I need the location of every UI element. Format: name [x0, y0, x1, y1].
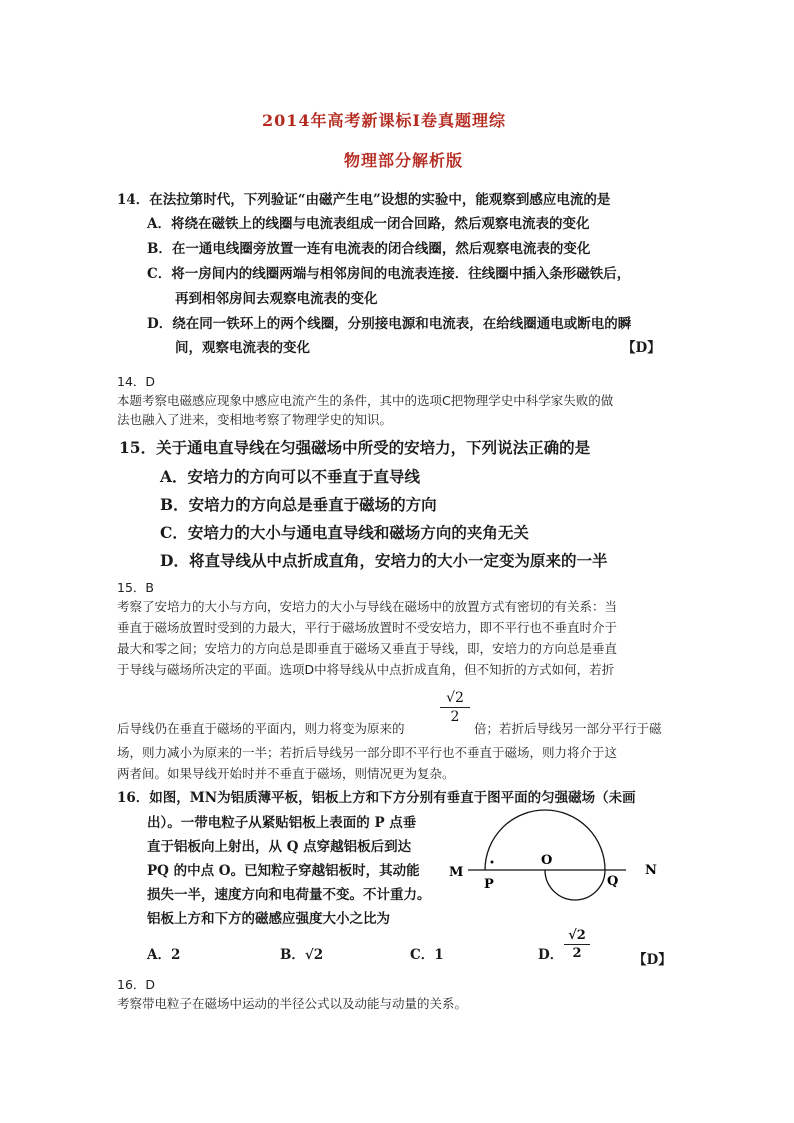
option-c-continued: 再到相邻房间去观察电流表的变化: [175, 291, 378, 307]
explanation-line: 最大和零之间；安培力的方向总是即垂直于磁场又垂直于导线，即，安培力的方向总是垂直: [117, 641, 618, 656]
option-a: A．将绕在磁铁上的线圈与电流表组成一闭合回路，然后观察电流表的变化: [147, 216, 590, 232]
label-q: Q: [607, 874, 619, 889]
option-d-fraction: [564, 928, 590, 961]
fraction-denominator: 2: [572, 946, 582, 961]
question-stem: 15．关于通电直导线在匀强磁场中所受的安培力，下列说法正确的是: [119, 438, 591, 457]
explanation-line: 场，则力减小为原来的一半；若折后导线另一部分即不平行也不垂直于磁场，则力将介于这: [117, 745, 618, 760]
answer-label: 14．D: [117, 374, 156, 389]
answer-label: 15．B: [117, 580, 154, 595]
answer-key: 【D】: [633, 952, 672, 968]
explanation-line: 考察了安培力的大小与方向，安培力的大小与导线在磁场中的放置方式有密切的有关系：当: [117, 599, 618, 614]
question-stem: 14．在法拉第时代，下列验证“由磁产生电”设想的实验中，能观察到感应电流的是: [117, 192, 611, 208]
question-line: PQ 的中点 O。已知粒子穿越铝板时，其动能: [147, 863, 420, 879]
explanation-line: 后导线仍在垂直于磁场的平面内，则力将变为原来的: [117, 721, 405, 736]
question-line: 直于铝板向上射出，从 Q 点穿越铝板后到达: [147, 839, 412, 855]
answer-label: 16．D: [117, 977, 156, 992]
fraction-denominator: 2: [450, 709, 460, 725]
label-o: O: [541, 853, 553, 868]
lower-arc: [545, 870, 605, 900]
fraction-bar: [564, 944, 590, 945]
page-title: 2014年高考新课标Ⅰ卷真题理综: [262, 111, 507, 130]
explanation-line: 本题考察电磁感应现象中感应电流产生的条件，其中的选项C把物理学史中科学家失败的做: [117, 393, 614, 408]
explanation-line: 倍；若折后导线另一部分平行于磁: [474, 721, 662, 736]
figure-particle-path: [440, 800, 670, 910]
fraction-sqrt2-over-2: [440, 690, 470, 725]
page-subtitle: 物理部分解析版: [344, 151, 464, 170]
answer-key: 【D】: [622, 340, 661, 356]
option-b: B．√2: [280, 947, 324, 963]
fraction-numerator: √2: [568, 928, 586, 943]
particle-dot: [491, 861, 494, 864]
option-c: C．1: [410, 947, 444, 963]
question-line: 损失一半，速度方向和电荷量不变。不计重力。: [147, 887, 431, 903]
option-a: A．安培力的方向可以不垂直于直导线: [160, 467, 421, 486]
fraction-numerator: √2: [446, 690, 464, 706]
explanation-line: 法也融入了进来，变相地考察了物理学史的知识。: [117, 412, 393, 427]
option-b: B．安培力的方向总是垂直于磁场的方向: [160, 495, 437, 514]
label-m: M: [449, 865, 464, 880]
explanation-line: 于导线与磁场所决定的平面。选项D中将导线从中点折成直角，但不知折的方式如何，若折: [117, 662, 615, 677]
question-line: 铝板上方和下方的磁感应强度大小之比为: [147, 911, 390, 927]
option-d: D．绕在同一铁环上的两个线圈，分别接电源和电流表，在给线圈通电或断电的瞬: [147, 316, 632, 332]
explanation-line: 垂直于磁场放置时受到的力最大，平行于磁场放置时不受安培力，即不平行也不垂直时介于: [117, 620, 618, 635]
option-b: B．在一通电线圈旁放置一连有电流表的闭合线圈，然后观察电流表的变化: [147, 241, 591, 257]
explanation-line: 两者间。如果导线开始时并不垂直于磁场，则情况更为复杂。: [117, 766, 455, 781]
fraction-bar: [440, 707, 470, 708]
option-d: D．将直导线从中点折成直角，安培力的大小一定变为原来的一半: [160, 551, 608, 570]
option-d-continued: 间，观察电流表的变化: [175, 340, 310, 356]
label-n: N: [645, 863, 657, 878]
option-c: C．安培力的大小与通电直导线和磁场方向的夹角无关: [160, 523, 529, 542]
option-d: D．: [538, 947, 564, 963]
explanation-line: 考察带电粒子在磁场中运动的半径公式以及动能与动量的关系。: [117, 996, 468, 1011]
option-a: A．2: [147, 947, 181, 963]
option-c: C．将一房间内的线圈两端与相邻房间的电流表连接．往线圈中插入条形磁铁后，: [147, 266, 631, 282]
question-line: 出）。一带电粒子从紧贴铝板上表面的 P 点垂: [147, 815, 417, 831]
question-stem: 16．如图，MN为铝质薄平板，铝板上方和下方分别有垂直于图平面的匀强磁场（未画: [117, 790, 636, 806]
label-p: P: [484, 877, 494, 892]
